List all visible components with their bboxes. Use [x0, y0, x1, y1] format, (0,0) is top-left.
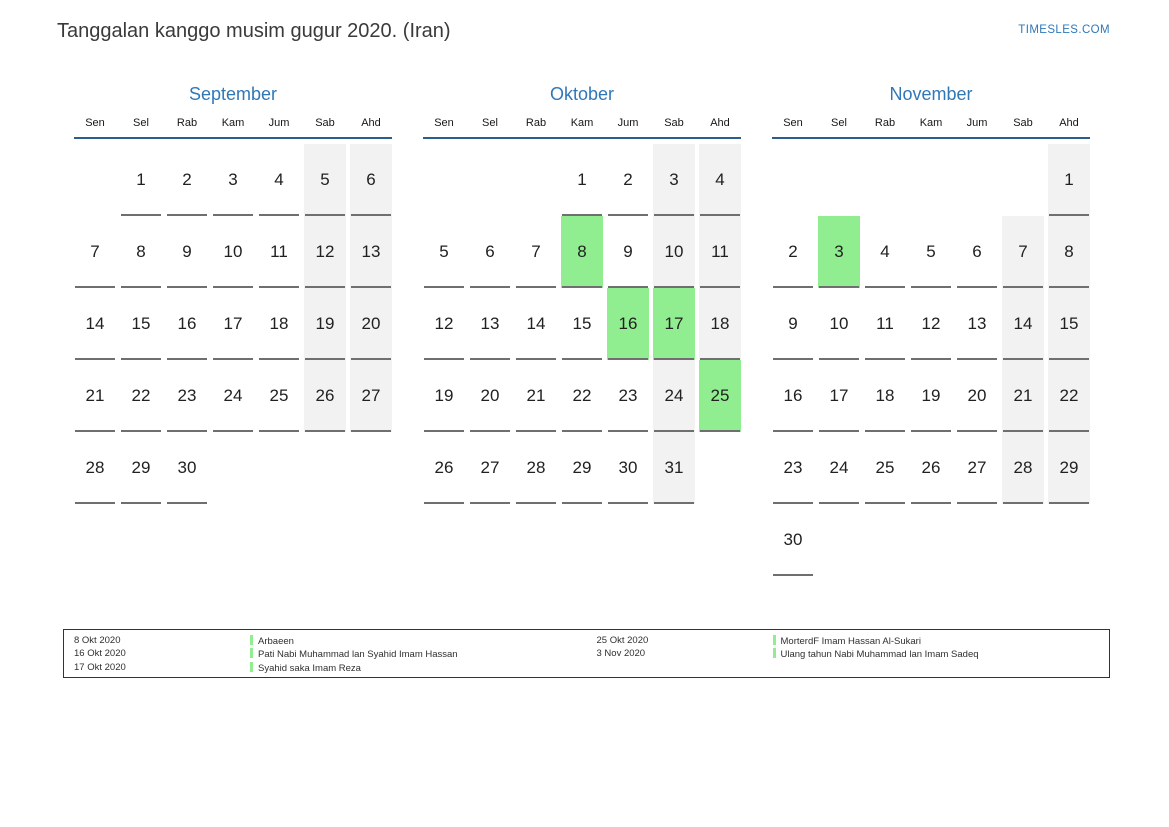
month-grid — [772, 144, 1090, 576]
legend-date: 25 Okt 2020 — [596, 635, 649, 646]
empty-cell — [910, 144, 952, 216]
empty-cell — [258, 432, 300, 504]
empty-cell — [772, 144, 814, 216]
empty-cell — [864, 144, 906, 216]
empty-cell — [818, 144, 860, 216]
day-name-sab: Sab — [664, 117, 684, 129]
day-cell: 16 — [166, 288, 208, 360]
day-cell: 23 — [607, 360, 649, 432]
day-cell: 14 — [74, 288, 116, 360]
empty-cell — [423, 144, 465, 216]
day-cell: 1 — [120, 144, 162, 216]
day-name-row — [423, 116, 741, 139]
day-cell: 10 — [818, 288, 860, 360]
legend-date: 8 Okt 2020 — [74, 635, 121, 646]
day-cell: 21 — [74, 360, 116, 432]
empty-cell — [1002, 144, 1044, 216]
holiday-day-cell: 8 — [561, 216, 603, 288]
day-cell: 12 — [910, 288, 952, 360]
legend-holiday-name: Ulang tahun Nabi Muhammad lan Imam Sadeq — [773, 648, 1110, 661]
months-container — [74, 84, 1090, 576]
day-cell: 30 — [772, 504, 814, 576]
day-name-rab: Rab — [525, 117, 547, 129]
day-cell: 19 — [423, 360, 465, 432]
empty-cell — [699, 432, 741, 504]
day-cell: 12 — [304, 216, 346, 288]
day-cell: 13 — [350, 216, 392, 288]
legend-holiday-name: Arbaeen — [250, 635, 587, 648]
day-cell: 20 — [956, 360, 998, 432]
day-cell: 23 — [772, 432, 814, 504]
empty-cell — [304, 432, 346, 504]
month-calendar-oktober — [423, 84, 741, 576]
holiday-marker-icon — [250, 648, 253, 658]
day-cell: 24 — [653, 360, 695, 432]
day-name-sen: Sen — [85, 117, 105, 129]
day-cell: 3 — [653, 144, 695, 216]
day-name-sab: Sab — [1013, 117, 1033, 129]
day-name-ahd: Ahd — [361, 117, 381, 129]
day-cell: 3 — [212, 144, 254, 216]
day-name-jum: Jum — [617, 117, 639, 129]
legend-holiday-name: MorterdF Imam Hassan Al-Sukari — [773, 635, 1110, 648]
day-cell: 11 — [258, 216, 300, 288]
day-cell: 22 — [120, 360, 162, 432]
day-cell: 11 — [699, 216, 741, 288]
day-name-row — [772, 116, 1090, 139]
day-cell: 5 — [304, 144, 346, 216]
month-title: September — [188, 84, 278, 104]
day-name-sel: Sel — [831, 117, 847, 129]
day-cell: 10 — [653, 216, 695, 288]
day-name-sab: Sab — [315, 117, 335, 129]
holiday-day-cell: 16 — [607, 288, 649, 360]
day-cell: 5 — [423, 216, 465, 288]
day-name-ahd: Ahd — [710, 117, 730, 129]
day-cell: 6 — [350, 144, 392, 216]
day-cell: 31 — [653, 432, 695, 504]
day-cell: 18 — [258, 288, 300, 360]
holiday-day-cell: 25 — [699, 360, 741, 432]
day-cell: 2 — [772, 216, 814, 288]
empty-cell — [469, 144, 511, 216]
day-cell: 6 — [956, 216, 998, 288]
day-cell: 24 — [818, 432, 860, 504]
site-link[interactable]: TIMESLES.COM — [1018, 24, 1110, 36]
day-cell: 25 — [258, 360, 300, 432]
holiday-marker-icon — [250, 662, 253, 672]
month-calendar-september — [74, 84, 392, 576]
day-cell: 14 — [1002, 288, 1044, 360]
day-cell: 1 — [1048, 144, 1090, 216]
day-cell: 15 — [120, 288, 162, 360]
day-cell: 26 — [423, 432, 465, 504]
day-cell: 14 — [515, 288, 557, 360]
month-title: Oktober — [549, 84, 615, 104]
empty-cell — [910, 504, 952, 576]
day-cell: 15 — [561, 288, 603, 360]
day-cell: 19 — [304, 288, 346, 360]
legend-holiday-name: Pati Nabi Muhammad lan Syahid Imam Hassan — [250, 648, 587, 661]
day-cell: 6 — [469, 216, 511, 288]
day-cell: 18 — [864, 360, 906, 432]
day-name-kam: Kam — [221, 117, 245, 129]
month-grid — [74, 144, 392, 504]
day-cell: 30 — [166, 432, 208, 504]
legend-date: 16 Okt 2020 — [74, 648, 126, 660]
page-title: Tanggalan kanggo musim gugur 2020. (Iran) — [57, 20, 451, 42]
day-cell: 4 — [258, 144, 300, 216]
day-cell: 28 — [515, 432, 557, 504]
day-name-sen: Sen — [783, 117, 803, 129]
day-cell: 8 — [120, 216, 162, 288]
day-cell: 19 — [910, 360, 952, 432]
day-cell: 10 — [212, 216, 254, 288]
day-cell: 27 — [469, 432, 511, 504]
day-cell: 1 — [561, 144, 603, 216]
day-cell: 7 — [1002, 216, 1044, 288]
day-cell: 2 — [607, 144, 649, 216]
legend-box — [63, 629, 1110, 678]
month-grid — [423, 144, 741, 504]
day-cell: 13 — [469, 288, 511, 360]
day-cell: 8 — [1048, 216, 1090, 288]
day-name-kam: Kam — [919, 117, 943, 129]
holiday-day-cell: 3 — [818, 216, 860, 288]
day-cell: 30 — [607, 432, 649, 504]
holiday-marker-icon — [773, 635, 776, 645]
day-cell: 4 — [864, 216, 906, 288]
day-name-rab: Rab — [874, 117, 896, 129]
empty-cell — [956, 504, 998, 576]
day-cell: 4 — [699, 144, 741, 216]
legend-date: 3 Nov 2020 — [596, 648, 646, 660]
day-name-sel: Sel — [482, 117, 498, 129]
day-cell: 27 — [956, 432, 998, 504]
holiday-day-cell: 17 — [653, 288, 695, 360]
day-cell: 22 — [1048, 360, 1090, 432]
legend-holiday-name: Syahid saka Imam Reza — [250, 662, 587, 675]
day-cell: 9 — [772, 288, 814, 360]
day-cell: 29 — [561, 432, 603, 504]
day-cell: 20 — [350, 288, 392, 360]
empty-cell — [74, 144, 116, 216]
day-cell: 11 — [864, 288, 906, 360]
day-cell: 28 — [74, 432, 116, 504]
legend-column — [587, 635, 1110, 662]
day-cell: 26 — [304, 360, 346, 432]
empty-cell — [818, 504, 860, 576]
empty-cell — [515, 144, 557, 216]
day-cell: 25 — [864, 432, 906, 504]
empty-cell — [1002, 504, 1044, 576]
day-cell: 27 — [350, 360, 392, 432]
day-name-sel: Sel — [133, 117, 149, 129]
empty-cell — [1048, 504, 1090, 576]
empty-cell — [350, 432, 392, 504]
day-name-sen: Sen — [434, 117, 454, 129]
day-cell: 12 — [423, 288, 465, 360]
day-cell: 13 — [956, 288, 998, 360]
day-cell: 2 — [166, 144, 208, 216]
day-cell: 21 — [515, 360, 557, 432]
day-name-jum: Jum — [966, 117, 988, 129]
holiday-marker-icon — [250, 635, 253, 645]
day-cell: 29 — [1048, 432, 1090, 504]
month-calendar-november — [772, 84, 1090, 576]
legend-date: 17 Okt 2020 — [74, 661, 126, 673]
day-cell: 24 — [212, 360, 254, 432]
day-cell: 9 — [607, 216, 649, 288]
day-name-row — [74, 116, 392, 139]
day-cell: 7 — [515, 216, 557, 288]
day-cell: 5 — [910, 216, 952, 288]
day-name-rab: Rab — [176, 117, 198, 129]
day-cell: 20 — [469, 360, 511, 432]
day-cell: 17 — [212, 288, 254, 360]
day-cell: 7 — [74, 216, 116, 288]
day-cell: 29 — [120, 432, 162, 504]
month-title: November — [889, 84, 973, 104]
day-name-kam: Kam — [570, 117, 594, 129]
day-cell: 22 — [561, 360, 603, 432]
day-cell: 16 — [772, 360, 814, 432]
day-cell: 28 — [1002, 432, 1044, 504]
day-name-ahd: Ahd — [1059, 117, 1079, 129]
day-cell: 9 — [166, 216, 208, 288]
day-cell: 21 — [1002, 360, 1044, 432]
empty-cell — [212, 432, 254, 504]
day-cell: 15 — [1048, 288, 1090, 360]
day-cell: 26 — [910, 432, 952, 504]
day-cell: 17 — [818, 360, 860, 432]
day-name-jum: Jum — [268, 117, 290, 129]
day-cell: 18 — [699, 288, 741, 360]
empty-cell — [864, 504, 906, 576]
empty-cell — [956, 144, 998, 216]
holiday-marker-icon — [773, 648, 776, 658]
legend-column — [64, 635, 587, 675]
day-cell: 23 — [166, 360, 208, 432]
